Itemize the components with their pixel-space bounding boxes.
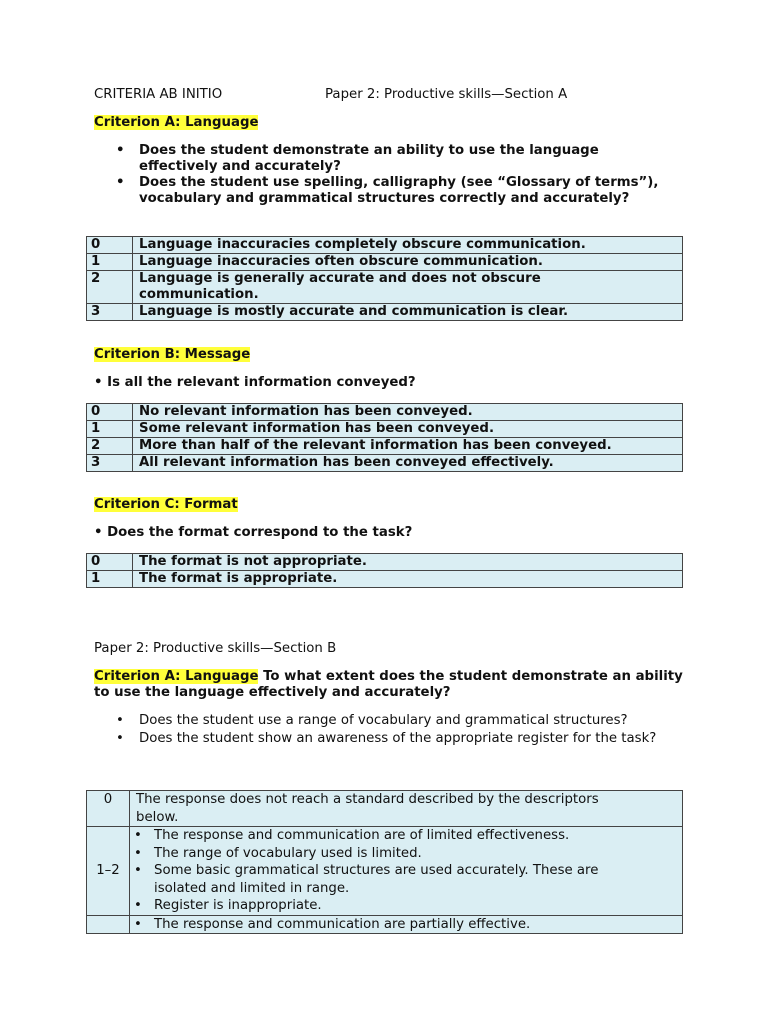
section-b-criterion-a-intro: To what extent does the student demonstrate an ability to use the language effectively and accurately? — [94, 669, 683, 700]
table-row — [87, 571, 683, 588]
mark-cell: 0 — [87, 554, 133, 571]
criterion-a-question: • Does the student demonstrate an ability to use the language effectively and accurately? — [94, 143, 664, 175]
header-left: CRITERIA AB INITIO — [94, 87, 223, 102]
descriptor-item: • Register is inappropriate. — [130, 897, 682, 915]
descriptor-cell — [130, 915, 683, 934]
mark-cell: 0 — [87, 404, 133, 421]
table-row — [87, 421, 683, 438]
section-b-criterion-a-title: Criterion A: Language — [94, 669, 259, 684]
mark-cell: 3 — [87, 455, 133, 472]
criterion-c-table — [86, 553, 683, 588]
section-b-criterion-a-table — [86, 790, 683, 934]
table-row — [87, 438, 683, 455]
descriptor-cell: Language inaccuracies completely obscure communication. — [133, 237, 683, 254]
mark-cell: 0 — [87, 237, 133, 254]
descriptor-item: • The range of vocabulary used is limited. — [130, 845, 682, 863]
criterion-a-table — [86, 236, 683, 321]
section-b-question: • Does the student use a range of vocabulary and grammatical structures? — [94, 713, 674, 729]
section-b-heading: Paper 2: Productive skills—Section B — [94, 641, 337, 656]
descriptor-cell: No relevant information has been conveyed. — [133, 404, 683, 421]
mark-cell: 0 — [87, 791, 130, 827]
descriptor-cell: Language is generally accurate and does not obscure communication. — [133, 271, 683, 304]
descriptor-cell: All relevant information has been conveyed effectively. — [133, 455, 683, 472]
table-row — [87, 404, 683, 421]
table-row — [87, 791, 683, 827]
criterion-b-table — [86, 403, 683, 472]
descriptor-item: • The response and communication are partially effective. — [130, 916, 682, 934]
descriptor-cell: The response does not reach a standard described by the descriptors below. — [130, 791, 683, 827]
mark-cell: 3 — [87, 304, 133, 321]
criterion-c-title: Criterion C: Format — [94, 497, 238, 512]
mark-cell: 1 — [87, 571, 133, 588]
descriptor-cell — [130, 827, 683, 916]
header-right: Paper 2: Productive skills—Section A — [325, 87, 568, 102]
mark-cell — [87, 915, 130, 934]
table-row — [87, 915, 683, 934]
table-row — [87, 554, 683, 571]
criterion-a-questions — [94, 143, 664, 207]
criterion-a-title: Criterion A: Language — [94, 115, 259, 130]
table-row — [87, 304, 683, 321]
mark-cell: 1 — [87, 254, 133, 271]
table-row — [87, 254, 683, 271]
descriptor-cell: Language is mostly accurate and communication is clear. — [133, 304, 683, 321]
criterion-b-title: Criterion B: Message — [94, 347, 251, 362]
descriptor-cell: More than half of the relevant information has been conveyed. — [133, 438, 683, 455]
table-row — [87, 237, 683, 254]
mark-cell: 2 — [87, 271, 133, 304]
criterion-a-question: • Does the student use spelling, calligraphy (see “Glossary of terms”), vocabulary and grammatical structures correctly and accurately? — [94, 175, 664, 207]
mark-cell: 1–2 — [87, 827, 130, 916]
descriptor-cell: Some relevant information has been conveyed. — [133, 421, 683, 438]
document-header — [94, 87, 694, 103]
table-row — [87, 827, 683, 916]
descriptor-cell: The format is not appropriate. — [133, 554, 683, 571]
descriptor-cell: Language inaccuracies often obscure communication. — [133, 254, 683, 271]
section-b-question: • Does the student show an awareness of the appropriate register for the task? — [94, 731, 674, 747]
descriptor-cell: The format is appropriate. — [133, 571, 683, 588]
descriptor-item: • The response and communication are of limited effectiveness. — [130, 827, 682, 845]
table-row — [87, 455, 683, 472]
section-b-criterion-a — [94, 669, 684, 701]
criterion-c-question: • Does the format correspond to the task? — [94, 525, 413, 540]
descriptor-item: • Some basic grammatical structures are used accurately. These are isolated and limited in range. — [130, 862, 682, 897]
mark-cell: 1 — [87, 421, 133, 438]
criterion-b-question: • Is all the relevant information conveyed? — [94, 375, 416, 390]
mark-cell: 2 — [87, 438, 133, 455]
section-b-questions — [94, 713, 674, 747]
table-row — [87, 271, 683, 304]
